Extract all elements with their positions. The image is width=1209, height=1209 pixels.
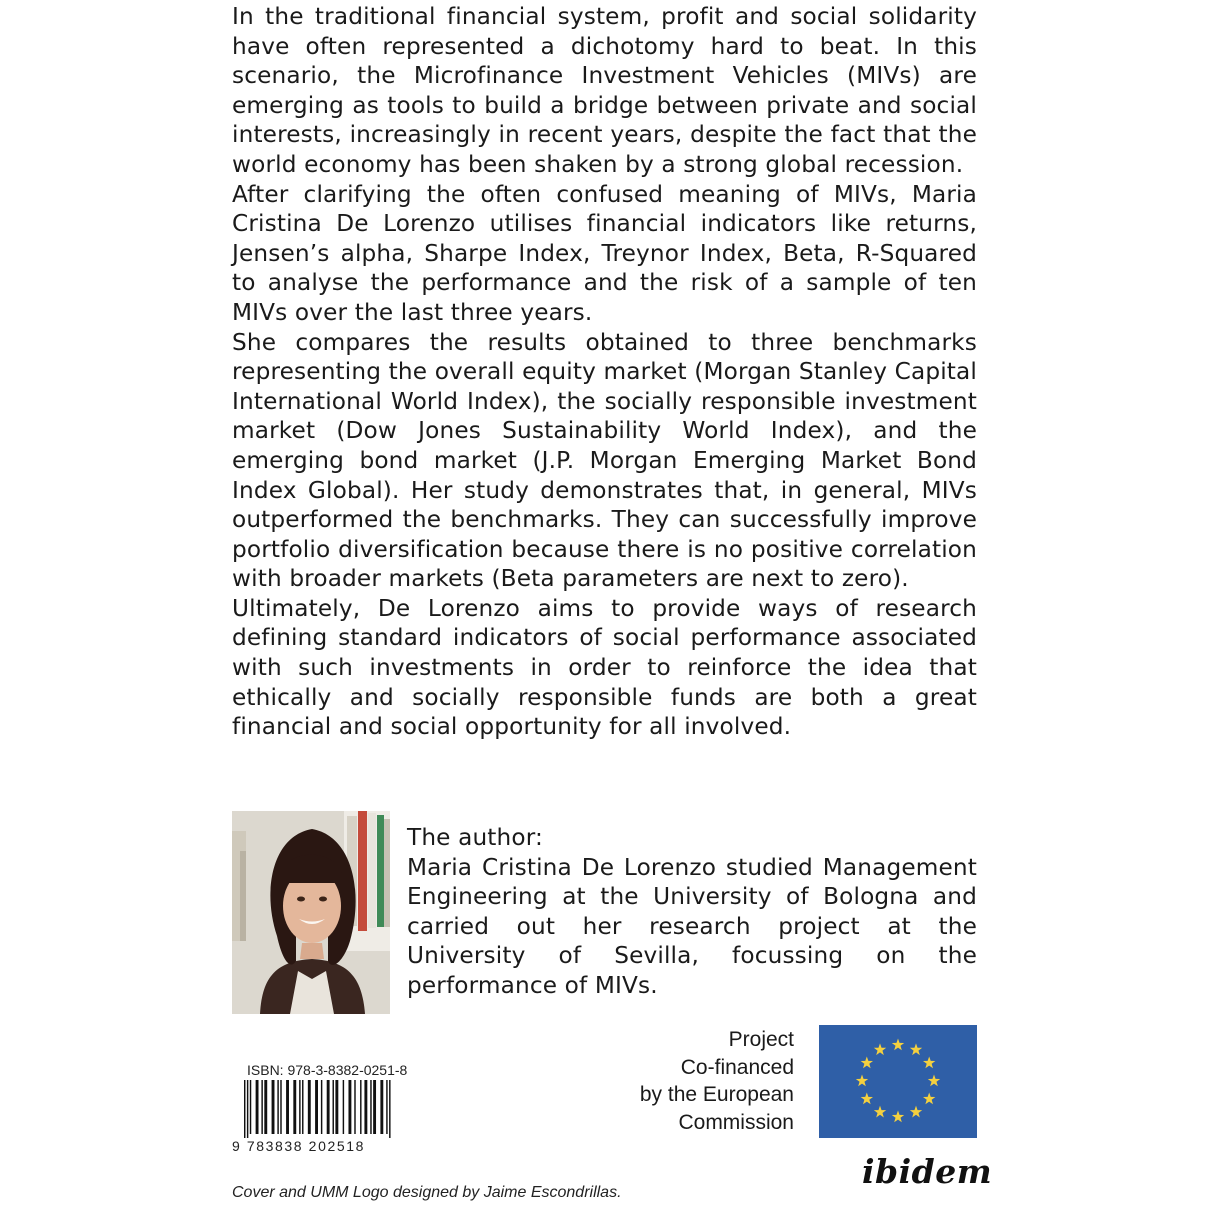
barcode-bar <box>364 1080 367 1134</box>
barcode-bar <box>386 1080 387 1134</box>
eu-star-icon <box>874 1043 886 1055</box>
barcode-bar <box>315 1080 318 1134</box>
barcode-bar <box>244 1080 245 1138</box>
eu-notice-line: Project <box>728 1028 794 1051</box>
barcode-bar <box>286 1080 289 1134</box>
cover-credits: Cover and UMM Logo designed by Jaime Escondrillas. <box>232 1184 622 1201</box>
barcode-bar <box>389 1080 390 1138</box>
eu-star-icon <box>874 1106 886 1118</box>
barcode-bar <box>250 1080 251 1134</box>
barcode-bar <box>370 1080 371 1134</box>
barcode-bar <box>360 1080 361 1134</box>
barcode-bar <box>348 1080 351 1134</box>
eu-notice-line: Co-financed <box>680 1055 794 1079</box>
eu-stars-icon <box>819 1025 977 1138</box>
author-bio: Maria Cristina De Lorenzo studied Management Engineering at the University of Bologna and carried out her research project at the University of Sevilla, focussing on the performance of MIVs. <box>407 853 977 999</box>
back-cover-blurb <box>232 2 977 742</box>
barcode-bar <box>264 1080 267 1134</box>
blurb-paragraph: Ultimately, De Lorenzo aims to provide ways of research defining standard indicators of social performance associated with such investments in order to reinforce the idea that ethically and socially responsible funds are both a great financial and social opportunity for all involved. <box>232 594 977 741</box>
publisher-logo: ibidem <box>862 1152 993 1191</box>
barcode-bar <box>380 1080 383 1134</box>
eu-star-icon <box>923 1093 935 1105</box>
author-section <box>407 823 977 1001</box>
barcode-image <box>244 1080 392 1138</box>
barcode-bar <box>280 1080 281 1134</box>
barcode-bar <box>335 1080 338 1134</box>
eu-star-icon <box>856 1075 868 1087</box>
eu-star-icon <box>923 1057 935 1069</box>
blurb-paragraph: After clarifying the often confused meaning of MIVs, Maria Cristina De Lorenzo utilises financial indicators like returns, Jensen’s alpha, Sharpe Index, Treynor Index, Beta, R-Squared to analyse the performance and the risk of a sample of ten MIVs over the last three years. <box>232 180 977 326</box>
eu-notice-line: Commission <box>678 1110 794 1134</box>
barcode-bar <box>293 1080 296 1134</box>
barcode-bar <box>277 1080 278 1134</box>
barcode-bar <box>327 1080 330 1134</box>
author-portrait-image <box>232 811 390 1014</box>
barcode-bar <box>272 1080 275 1134</box>
author-photo <box>232 811 390 1014</box>
barcode-bar <box>247 1080 248 1138</box>
eu-flag-logo <box>819 1025 977 1138</box>
eu-star-icon <box>892 1111 904 1123</box>
eu-star-icon <box>892 1039 904 1051</box>
eu-star-icon <box>928 1075 940 1087</box>
barcode-bar <box>256 1080 259 1134</box>
blurb-paragraph: In the traditional financial system, profit and social solidarity have often represented a dichotomy hard to beat. In this scenario, the Microfinance Investment Vehicles (MIVs) are emerging as tools to build a bridge between private and social interests, increasingly in recent years, despite the fact that the world economy has been shaken by a strong global recession. <box>232 3 977 178</box>
barcode-bar <box>343 1080 344 1134</box>
barcode-bar <box>333 1080 334 1134</box>
eu-star-icon <box>910 1106 922 1118</box>
barcode-bar <box>261 1080 262 1134</box>
barcode-bar <box>302 1080 303 1134</box>
eu-star-icon <box>861 1057 873 1069</box>
eu-star-icon <box>861 1093 873 1105</box>
barcode-bar <box>373 1080 376 1134</box>
barcode-digits: 9 783838 202518 <box>232 1138 365 1154</box>
isbn-label: ISBN: 978-3-8382-0251-8 <box>247 1062 408 1078</box>
eu-cofinanced-notice <box>600 1026 794 1136</box>
eu-star-icon <box>910 1043 922 1055</box>
barcode-bar <box>354 1080 355 1134</box>
blurb-paragraph: She compares the results obtained to three benchmarks representing the overall equity market (Morgan Stanley Capital International World Index), the socially responsible investment market (Dow Jones Sustainability World Index), and the emerging bond market (J.P. Morgan Emerging Market Bond Index Global). Her study demonstrates that, in general, MIVs outperformed the benchmarks. They can successfully improve portfolio diversification because there is no positive correlation with broader markets (Beta parameters are next to zero). <box>232 328 977 593</box>
barcode-bar <box>308 1080 311 1134</box>
barcode-bar <box>321 1080 322 1134</box>
eu-notice-line: by the European <box>639 1083 794 1106</box>
barcode-bar <box>299 1080 300 1134</box>
author-heading: The author: <box>407 824 543 851</box>
